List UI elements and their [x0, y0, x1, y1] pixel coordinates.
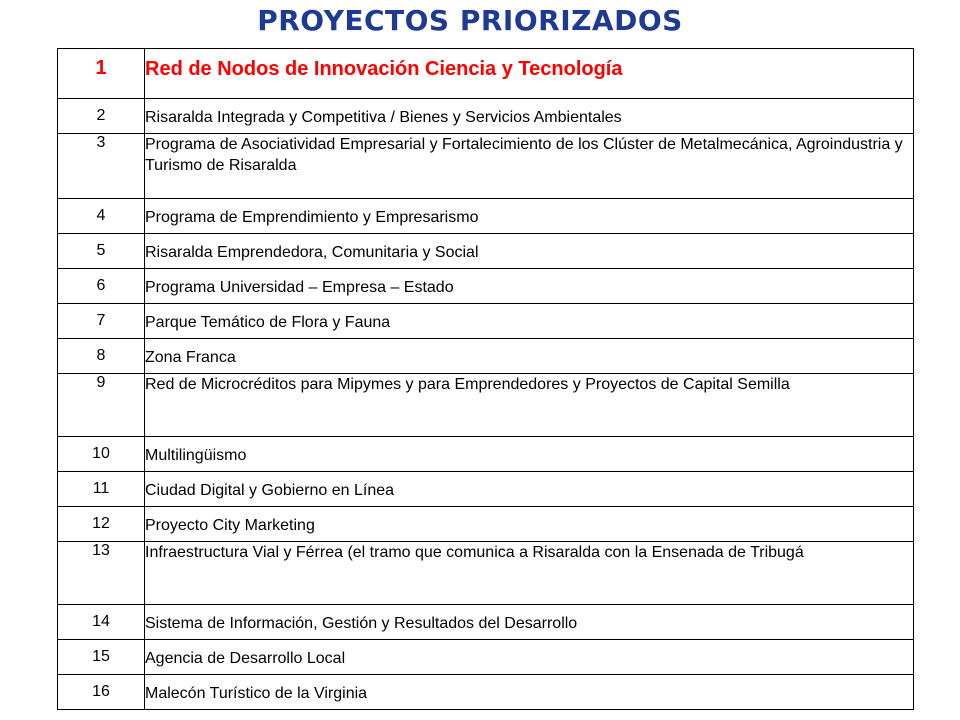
- project-number: 7: [58, 304, 145, 339]
- table-row: [58, 640, 914, 675]
- project-number: 6: [58, 269, 145, 304]
- table-row: [58, 49, 914, 99]
- project-number: 15: [58, 640, 145, 675]
- project-name: Programa de Asociatividad Empresarial y Fortalecimiento de los Clúster de Metalmecánica, Agroindustria y Turismo de Risaralda: [145, 134, 914, 199]
- project-number: 16: [58, 675, 145, 710]
- project-name: Risaralda Integrada y Competitiva / Bienes y Servicios Ambientales: [145, 99, 914, 134]
- project-name: Sistema de Información, Gestión y Resultados del Desarrollo: [145, 605, 914, 640]
- project-name: Programa de Emprendimiento y Empresarismo: [145, 199, 914, 234]
- project-name: Infraestructura Vial y Férrea (el tramo que comunica a Risaralda con la Ensenada de Tribugá: [145, 542, 914, 605]
- table-row: [58, 374, 914, 437]
- table-row: [58, 339, 914, 374]
- project-number: 8: [58, 339, 145, 374]
- project-name: Programa Universidad – Empresa – Estado: [145, 269, 914, 304]
- project-number: 11: [58, 472, 145, 507]
- project-name: Red de Microcréditos para Mipymes y para Emprendedores y Proyectos de Capital Semilla: [145, 374, 914, 437]
- project-number: 1: [58, 49, 145, 99]
- project-number: 13: [58, 542, 145, 605]
- project-number: 14: [58, 605, 145, 640]
- table-row: [58, 507, 914, 542]
- table-row: [58, 269, 914, 304]
- project-name: Malecón Turístico de la Virginia: [145, 675, 914, 710]
- project-number: 2: [58, 99, 145, 134]
- projects-table: [57, 48, 914, 710]
- table-row: [58, 304, 914, 339]
- project-name: Parque Temático de Flora y Fauna: [145, 304, 914, 339]
- page-title: PROYECTOS PRIORIZADOS: [257, 4, 683, 37]
- project-number: 3: [58, 134, 145, 199]
- table-row: [58, 99, 914, 134]
- project-name: Multilingüismo: [145, 437, 914, 472]
- table-row: [58, 234, 914, 269]
- project-number: 9: [58, 374, 145, 437]
- table-row: [58, 605, 914, 640]
- table-row: [58, 472, 914, 507]
- table-row: [58, 199, 914, 234]
- table-row: [58, 675, 914, 710]
- project-name: Red de Nodos de Innovación Ciencia y Tecnología: [145, 49, 914, 99]
- project-number: 4: [58, 199, 145, 234]
- table-row: [58, 134, 914, 199]
- project-name: Risaralda Emprendedora, Comunitaria y Social: [145, 234, 914, 269]
- project-name: Proyecto City Marketing: [145, 507, 914, 542]
- project-name: Zona Franca: [145, 339, 914, 374]
- project-number: 5: [58, 234, 145, 269]
- project-name: Ciudad Digital y Gobierno en Línea: [145, 472, 914, 507]
- project-name: Agencia de Desarrollo Local: [145, 640, 914, 675]
- project-number: 12: [58, 507, 145, 542]
- project-number: 10: [58, 437, 145, 472]
- table-row: [58, 437, 914, 472]
- table-row: [58, 542, 914, 605]
